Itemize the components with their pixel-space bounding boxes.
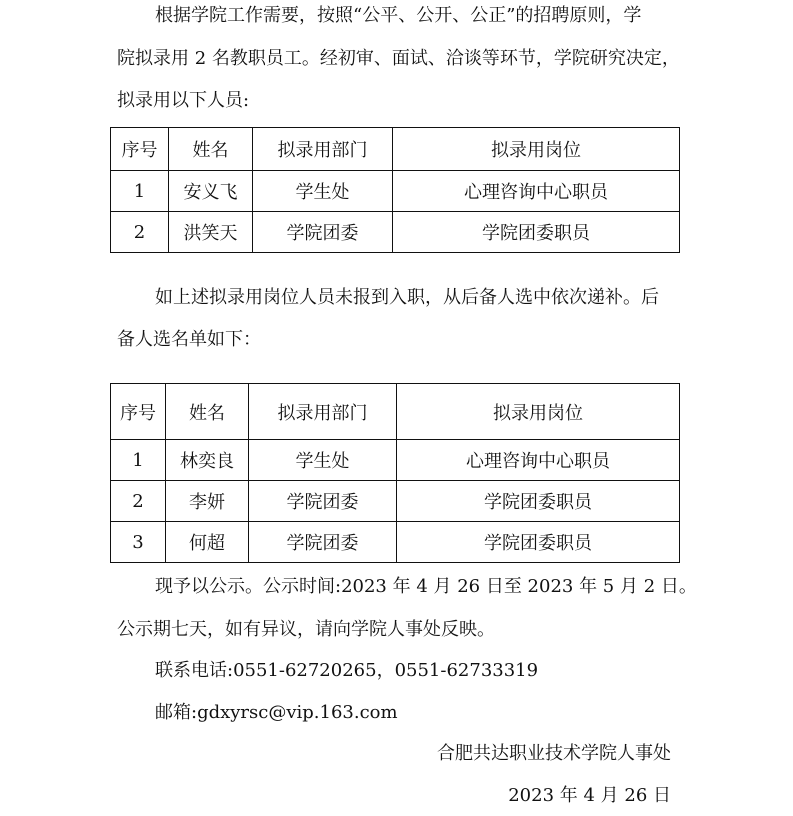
hire-table-header-row xyxy=(111,128,680,171)
header-cell: 拟录用部门 xyxy=(253,128,393,171)
table-row xyxy=(111,171,680,212)
intro-line-2: 院拟录用 2 名教职员工。经初审、面试、洽谈等环节，学院研究决定， xyxy=(117,48,680,69)
table-cell: 洪笑天 xyxy=(169,212,253,253)
header-cell: 序号 xyxy=(111,384,166,440)
table-cell: 学院团委 xyxy=(253,212,393,253)
signature-date: 2023 年 4 月 26 日 xyxy=(508,785,671,806)
table-cell: 安义飞 xyxy=(169,171,253,212)
contact-email: 邮箱:gdxyrsc@vip.163.com xyxy=(155,702,398,723)
backup-table-header-row xyxy=(111,384,680,440)
notice-line-2: 公示期七天，如有异议，请向学院人事处反映。 xyxy=(117,619,495,640)
table-cell: 学生处 xyxy=(253,171,393,212)
table-row xyxy=(111,522,680,563)
table-row xyxy=(111,440,680,481)
table-cell: 心理咨询中心职员 xyxy=(393,171,680,212)
table-cell: 2 xyxy=(111,481,166,522)
backup-intro-line-1: 如上述拟录用岗位人员未报到入职，从后备人选中依次递补。后 xyxy=(155,287,659,308)
table-cell: 学生处 xyxy=(249,440,397,481)
table-row xyxy=(111,481,680,522)
table-cell: 2 xyxy=(111,212,169,253)
table-cell: 学院团委 xyxy=(249,481,397,522)
notice-line-1: 现予以公示。公示时间:2023 年 4 月 26 日至 2023 年 5 月 2 日。 xyxy=(155,576,697,597)
intro-line-1: 根据学院工作需要，按照“公平、公开、公正”的招聘原则，学 xyxy=(155,5,642,26)
header-cell: 姓名 xyxy=(169,128,253,171)
table-row xyxy=(111,212,680,253)
table-cell: 何超 xyxy=(166,522,249,563)
table-cell: 林奕良 xyxy=(166,440,249,481)
signature-org: 合肥共达职业技术学院人事处 xyxy=(437,743,671,764)
table-cell: 1 xyxy=(111,440,166,481)
contact-phone: 联系电话:0551-62720265，0551-62733319 xyxy=(155,660,539,681)
header-cell: 拟录用岗位 xyxy=(397,384,680,440)
hire-table xyxy=(110,127,680,253)
table-cell: 1 xyxy=(111,171,169,212)
header-cell: 序号 xyxy=(111,128,169,171)
header-cell: 姓名 xyxy=(166,384,249,440)
table-cell: 3 xyxy=(111,522,166,563)
table-cell: 心理咨询中心职员 xyxy=(397,440,680,481)
table-cell: 李妍 xyxy=(166,481,249,522)
backup-table xyxy=(110,383,680,563)
table-cell: 学院团委 xyxy=(249,522,397,563)
table-cell: 学院团委职员 xyxy=(397,522,680,563)
header-cell: 拟录用部门 xyxy=(249,384,397,440)
table-cell: 学院团委职员 xyxy=(397,481,680,522)
backup-intro-line-2: 备人选名单如下： xyxy=(117,329,261,350)
intro-line-3: 拟录用以下人员: xyxy=(117,90,250,111)
table-cell: 学院团委职员 xyxy=(393,212,680,253)
header-cell: 拟录用岗位 xyxy=(393,128,680,171)
